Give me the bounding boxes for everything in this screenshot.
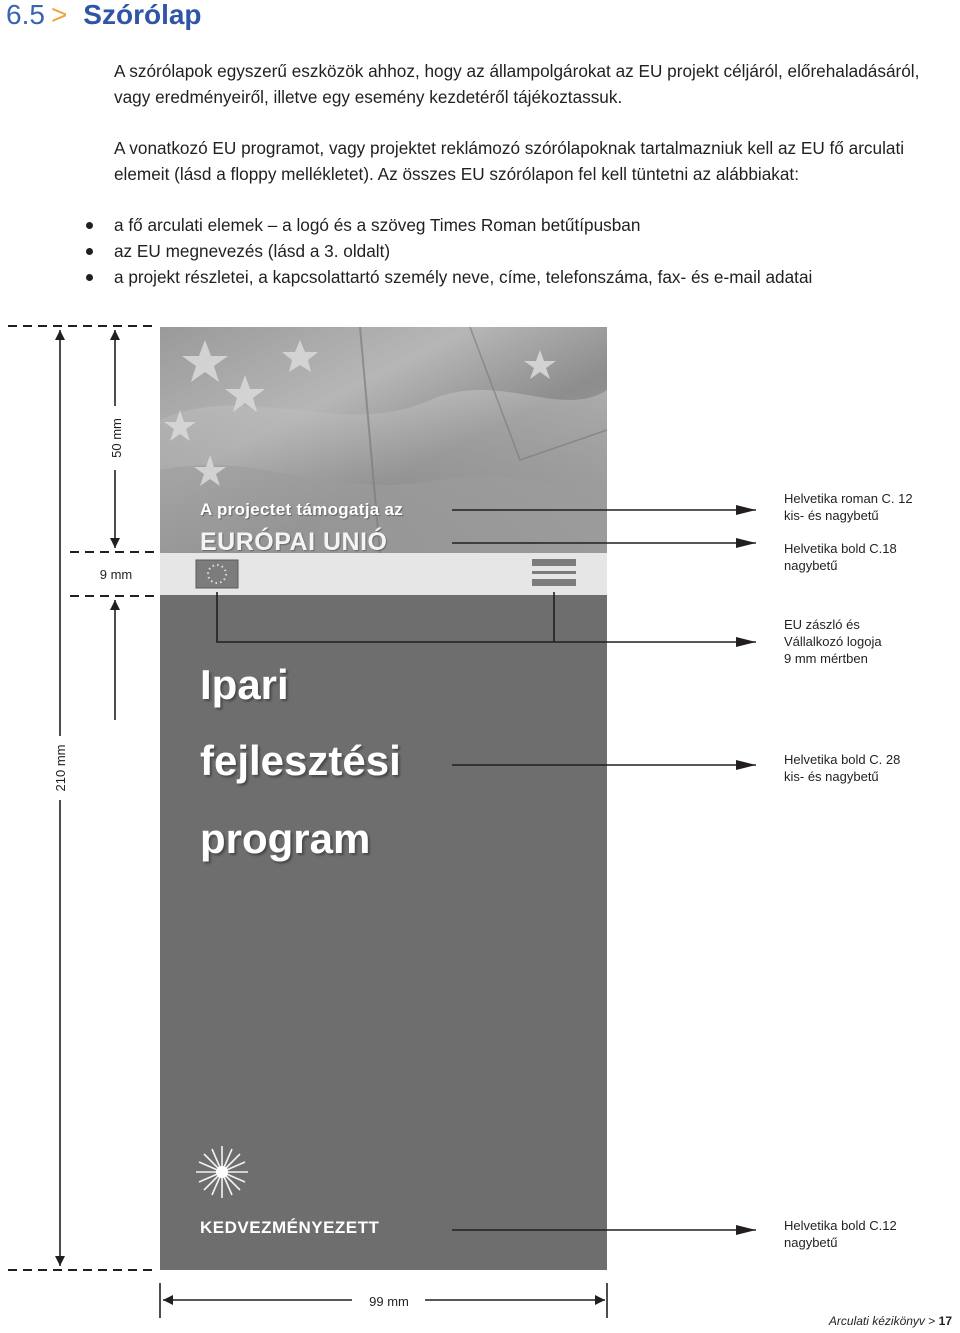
footer-separator: > — [928, 1314, 936, 1328]
section-separator: > — [50, 0, 68, 30]
flyer-support-text: A projectet támogatja az — [200, 500, 404, 519]
annotation-line: Helvetika bold C.18 — [784, 541, 897, 556]
annotation-line: EU zászló és — [784, 617, 860, 632]
sun-center — [216, 1166, 228, 1178]
annotation-beneficiary-font — [784, 1217, 897, 1251]
annotation-line: kis- és nagybetű — [784, 769, 879, 784]
annotation-line: kis- és nagybetű — [784, 508, 879, 523]
flyer-beneficiary-text: KEDVEZMÉNYEZETT — [200, 1218, 380, 1237]
intro-paragraph: A szórólapok egyszerű eszközök ahhoz, hogy az állampolgárokat az EU projekt céljáról, előrehaladásáról, vagy eredményeiről, illetve egy esemény kezdetéről tájékoztassuk. — [114, 61, 920, 107]
flyer-program-line: Ipari — [200, 661, 289, 708]
annotation-logos — [784, 616, 882, 667]
annotation-line: Helvetika roman C. 12 — [784, 491, 913, 506]
dim-label-50mm: 50 mm — [109, 418, 124, 458]
footer-page-number: 17 — [938, 1314, 952, 1328]
dim-label-99mm: 99 mm — [369, 1294, 409, 1309]
company-logo-icon — [532, 559, 576, 566]
section-number: 6.5 — [6, 0, 45, 30]
dashed-guides — [8, 326, 158, 1270]
dim-label-210mm: 210 mm — [53, 744, 68, 792]
annotation-line: 9 mm mértben — [784, 651, 868, 666]
annotation-line: Helvetika bold C.12 — [784, 1218, 897, 1233]
annotation-line: nagybetű — [784, 558, 838, 573]
page-footer — [829, 1314, 952, 1328]
annotation-line: Vállalkozó logoja — [784, 634, 882, 649]
flyer-program-line: program — [200, 815, 371, 862]
requirements-paragraph: A vonatkozó EU programot, vagy projektet reklámozó szórólapoknak tartalmazniuk kell az EU fő arculati elemeit (lásd a floppy mellékletet). Az összes EU szórólapon fel kell tüntetni az alábbiakat: — [114, 138, 905, 184]
flyer-mockup — [160, 327, 607, 1270]
annotation-line: nagybetű — [784, 1235, 838, 1250]
footer-book-title: Arculati kézikönyv — [828, 1314, 925, 1328]
annotation-line: Helvetika bold C. 28 — [784, 752, 901, 767]
eu-flag-icon — [196, 560, 238, 588]
dim-label-9mm: 9 mm — [99, 567, 133, 582]
list-item: a projekt részletei, a kapcsolattartó személy neve, címe, telefonszáma, fax- és e-mail adatai — [114, 264, 812, 290]
flyer-union-text: EURÓPAI UNIÓ — [200, 528, 388, 556]
annotation-union-font — [784, 540, 897, 574]
section-title: Szórólap — [83, 0, 202, 30]
flyer-program-line: fejlesztési — [200, 737, 401, 784]
annotation-support-font — [784, 490, 913, 524]
list-item: a fő arculati elemek – a logó és a szöveg Times Roman betűtípusban — [114, 212, 812, 238]
annotation-program-font — [784, 751, 900, 785]
list-item: az EU megnevezés (lásd a 3. oldalt) — [114, 238, 812, 264]
